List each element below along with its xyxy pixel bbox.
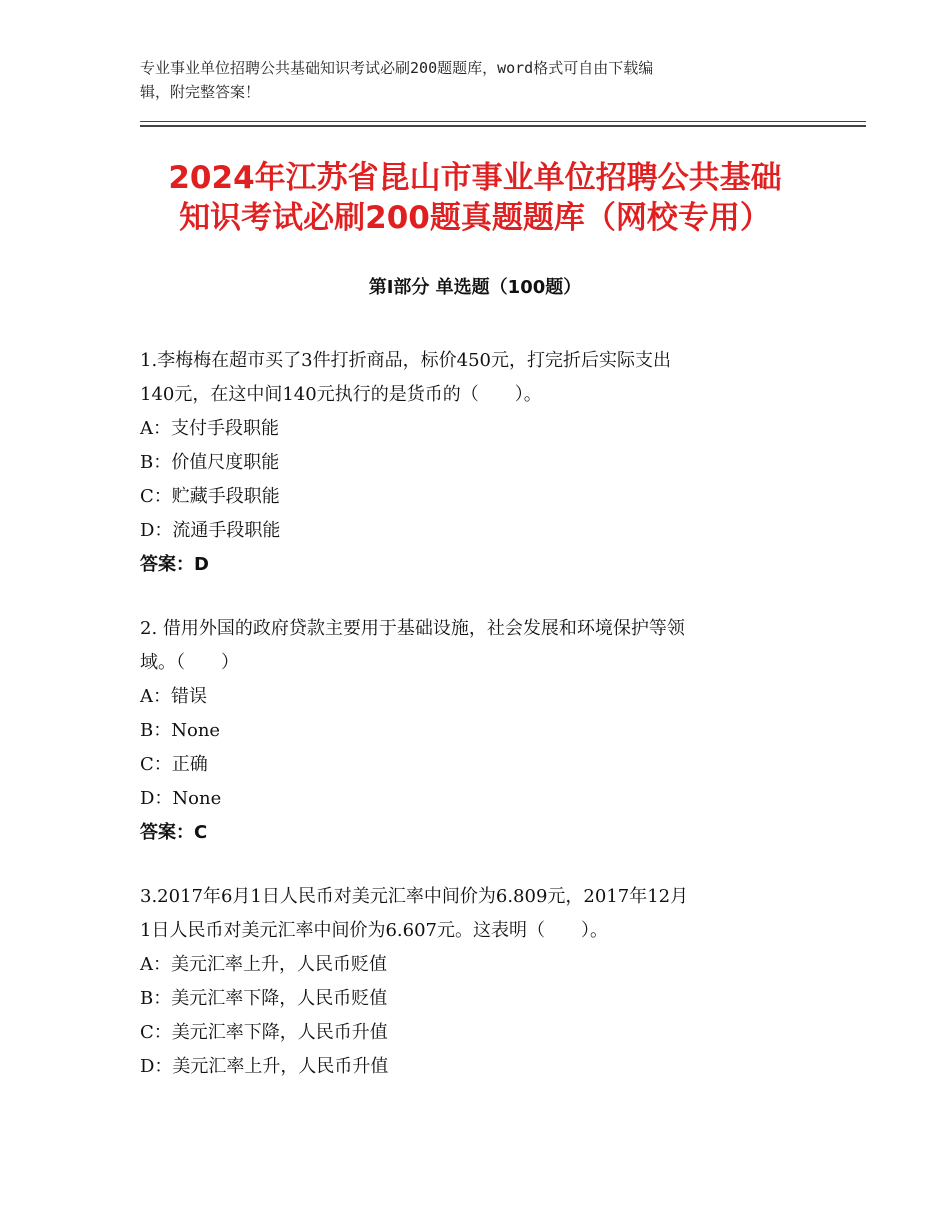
option-d: D：None [140,788,222,809]
option-b: B：价值尺度职能 [140,452,280,473]
question-stem-line: 1日人民币对美元汇率中间价为6.607元。这表明（ ）。 [140,920,608,941]
header-line-1: 专业事业单位招聘公共基础知识考试必刷200题题库，word格式可自由下载编 [140,59,654,77]
option-d: D：美元汇率上升，人民币升值 [140,1056,389,1077]
document-title [100,158,850,238]
option-a: A：错误 [140,686,207,707]
question-stem-line: 域。（ ） [140,652,239,673]
option-c: C：正确 [140,754,208,775]
header-divider-thin [140,121,866,122]
question-stem-line: 3.2017年6月1日人民币对美元汇率中间价为6.809元，2017年12月 [140,886,689,907]
title-line-1: 2024年江苏省昆山市事业单位招聘公共基础 [168,160,782,196]
header-line-2: 辑，附完整答案！ [140,83,261,101]
answer: 答案：D [140,554,209,575]
question-stem-line: 140元，在这中间140元执行的是货币的（ ）。 [140,384,542,405]
document-header [140,56,790,104]
header-divider-thick [140,125,866,127]
option-b: B：美元汇率下降，人民币贬值 [140,988,388,1009]
question-3 [140,880,810,1084]
option-a: A：支付手段职能 [140,418,279,439]
question-1 [140,344,810,582]
option-a: A：美元汇率上升，人民币贬值 [140,954,387,975]
section-title: 第Ⅰ部分 单选题（100题） [368,277,582,298]
question-2 [140,612,810,850]
title-line-2: 知识考试必刷200题真题题库（网校专用） [179,200,771,236]
answer: 答案：C [140,822,208,843]
option-d: D：流通手段职能 [140,520,281,541]
question-stem-line: 1.李梅梅在超市买了3件打折商品，标价450元，打完折后实际支出 [140,350,671,371]
option-c: C：美元汇率下降，人民币升值 [140,1022,388,1043]
option-b: B：None [140,720,221,741]
option-c: C：贮藏手段职能 [140,486,280,507]
question-stem-line: 2. 借用外国的政府贷款主要用于基础设施，社会发展和环境保护等领 [140,618,685,639]
question-list [140,344,810,1114]
